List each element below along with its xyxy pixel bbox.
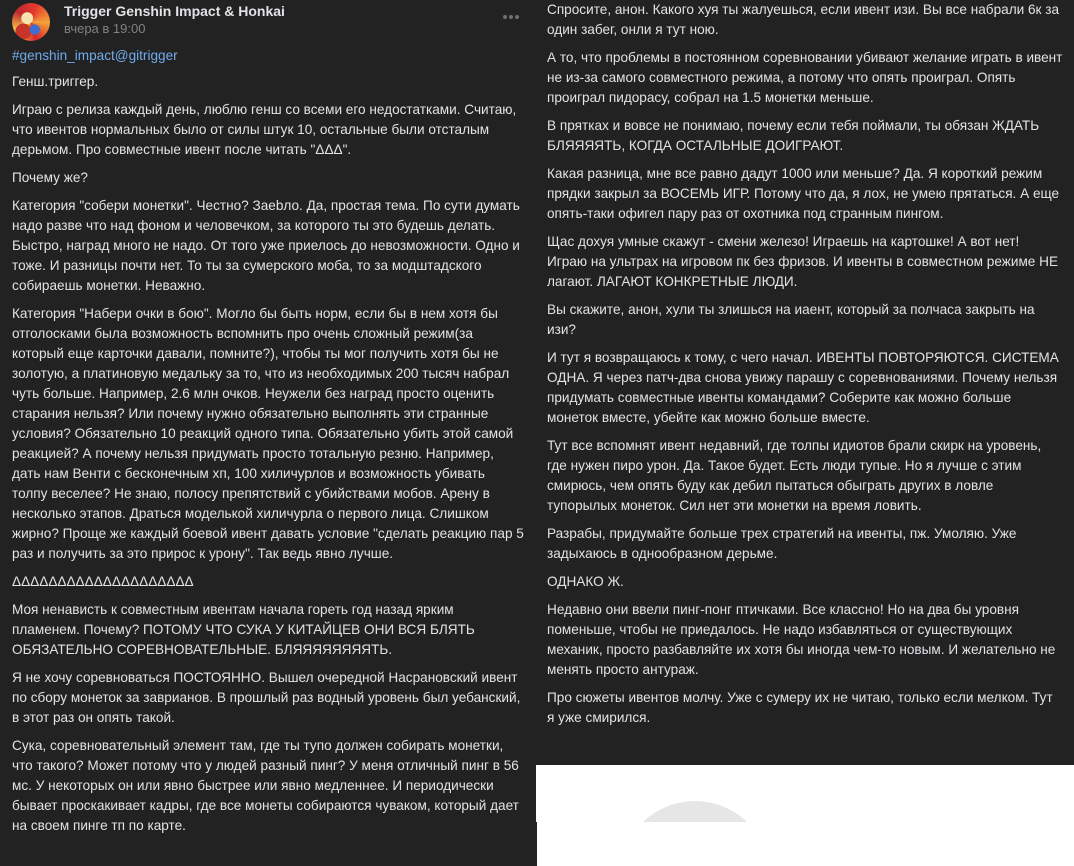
post-header [0, 0, 536, 46]
post-text-right [536, 0, 1074, 728]
paragraph: ОДНАКО Ж. [547, 574, 624, 589]
paragraph: Про сюжеты ивентов молчу. Уже с сумеру их не читаю, только если мелком. Тут я уже смирился. [547, 690, 1053, 725]
paragraph: Играю с релиза каждый день, люблю генш со всеми его недостатками. Считаю, что ивентов нормальных было от силы штук 10, остальные были отсталым дерьмом. Про совместные ивент после читать "ΔΔΔ". [12, 102, 517, 157]
paragraph: Щас дохуя умные скажут - смени железо! Играешь на картошке! А вот нет! Играю на ультрах на игровом пк без фризов. И ивенты в совместном режиме НЕ лагают. ЛАГАЮТ КОНКРЕТНЫЕ ЛЮДИ. [547, 234, 1059, 289]
paragraph: Я не хочу соревноваться ПОСТОЯННО. Вышел очередной Насрановский ивент по сбору монеток за заврианов. В прошлый раз водный уровень был уебанский, в этот раз он опять такой. [12, 670, 521, 725]
paragraph: Сука, соревновательный элемент там, где ты тупо должен собирать монетки, что такого? Может потому что у людей разный пинг? У меня отличный пинг в 56 мс. У некоторых он или явно быстрее или явно медленнее. И периодически бывает проскакивает кадры, где все монеты собираются чуваком, который дает на своем пинге тп по карте. [12, 738, 519, 833]
post-image-attachment[interactable] [536, 765, 1074, 866]
paragraph: Какая разница, мне все равно дадут 1000 или меньше? Да. Я короткий режим прядки закрыл за ВОСЕМЬ ИГР. Потому что да, я лох, не умею прятаться. А еще опять-таки офигел пару раз от охотника под странным пингом. [547, 166, 1060, 221]
hashtag-link[interactable]: #genshin_impact@gitrigger [12, 48, 178, 63]
paragraph: Разрабы, придумайте больше трех стратегий на ивенты, пж. Умоляю. Уже задыхаюсь в однообразном дерьме. [547, 526, 1017, 561]
paragraph: Категория "Набери очки в бою". Могло бы быть норм, если бы в нем хотя бы отголосками была возможность вспомнить про очень сложный режим(за который еще карточки давали, помните?), чтобы ты мог получить хотя бы не золотую, а платиновую медальку за то, что из необходимых 200 тысяч набрал чуть больше. Например, 2.6 млн очков. Неужели без наград просто оценить старания нельзя? Или почему нужно обязательно выполнять эти странные условия? Обязательно 10 реакций одного типа. Обязательно убить этой самой реакцией? А почему нельзя придумать просто тотальную резню. Например, дать нам Венти с бесконечным хп, 100 хиличурлов и возможность убивать толпу веселее? Не знаю, полосу препятствий с убийствами мобов. Арену в несколько этапов. Драться моделькой хиличурла о первого лица. Слишком жирно? Проще же каждый боевой ивент давать условие "сделать реакцию пар 5 раз и получить за это прирос к урону". Так ведь явно лучше. [12, 306, 524, 561]
post-timestamp[interactable]: вчера в 19:00 [64, 21, 146, 36]
more-options-button[interactable] [500, 10, 522, 24]
paragraph: В прятках и вовсе не понимаю, почему если тебя поймали, ты обязан ЖДАТЬ БЛЯЯЯЯТЬ, КОГДА ОСТАЛЬНЫЕ ДОИГРАЮТ. [547, 118, 1040, 153]
paragraph: Недавно они ввели пинг-понг птичками. Все классно! Но на два бы уровня поменьше, чтобы не приедалось. Не надо избавляться от существующих механик, просто разбавляйте их хотя бы иногда чем-то новым. И желательно не менять просто антураж. [547, 602, 1056, 677]
post-left-column [0, 0, 536, 866]
more-horizontal-icon [503, 15, 507, 19]
image-edge [536, 822, 537, 866]
paragraph: Спросите, анон. Какого хуя ты жалуешься, если ивент изи. Вы все набрали 6к за один забег, онли я тут ною. [547, 2, 1060, 37]
group-avatar[interactable] [12, 3, 50, 41]
post-right-column [536, 0, 1074, 866]
paragraph: А то, что проблемы в постоянном соревновании убивают желание играть в ивент не из-за самого совместного режима, а потому что опять проиграл. Опять проиграл пидорасу, собрал на 1.5 монетки меньше. [547, 50, 1063, 105]
paragraph: Генш.триггер. [12, 74, 99, 89]
group-name-link[interactable]: Trigger Genshin Impact & Honkai [64, 3, 285, 19]
more-horizontal-icon [515, 15, 519, 19]
paragraph: Вы скажите, анон, хули ты злишься на иаент, который за полчаса закрыть на изи? [547, 302, 1035, 337]
paragraph: Тут все вспомнят ивент недавний, где толпы идиотов брали скирк на уровень, где нужен пиро урон. Да. Такое будет. Есть люди тупые. Но я лучше с этим смирюсь, чем опять буду как дебил пытаться обыграть других в ловле тупорылых монеток. Сил нет эти монетки на время ловить. [547, 438, 1042, 513]
paragraph: И тут я возвращаюсь к тому, с чего начал. ИВЕНТЫ ПОВТОРЯЮТСЯ. СИСТЕМА ОДНА. Я через патч-два снова увижу парашу с соревнованиями. Почему нельзя придумать совместные ивенты командами? Соберите как можно больше монеток вместе, убейте как можно больше вместе. [547, 350, 1059, 425]
post-text-left [0, 46, 536, 836]
paragraph: Моя ненависть к совместным ивентам начала гореть год назад ярким пламенем. Почему? ПОТОМУ ЧТО СУКА У КИТАЙЦЕВ ОНИ ВСЯ БЛЯТЬ ОБЯЗАТЕЛЬНО СОРЕВНОВАТЕЛЬНЫЕ. БЛЯЯЯЯЯЯЯЯТЬ. [12, 602, 475, 657]
paragraph: Категория "собери монетки". Честно? Заebло. Да, простая тема. По сути думать надо разве что над фоном и человечком, за которого ты это будешь делать. Быстро, наград много не надо. От того уже приелось до невозможности. Одно и тоже. И разницы почти нет. То ты за сумерского моба, то за модштадского собираешь монетки. Неважно. [12, 198, 520, 293]
more-horizontal-icon [509, 15, 513, 19]
delta-separator: ΔΔΔΔΔΔΔΔΔΔΔΔΔΔΔΔΔΔΔΔ [12, 574, 194, 589]
image-lower-area [536, 822, 1074, 866]
paragraph: Почему же? [12, 170, 88, 185]
